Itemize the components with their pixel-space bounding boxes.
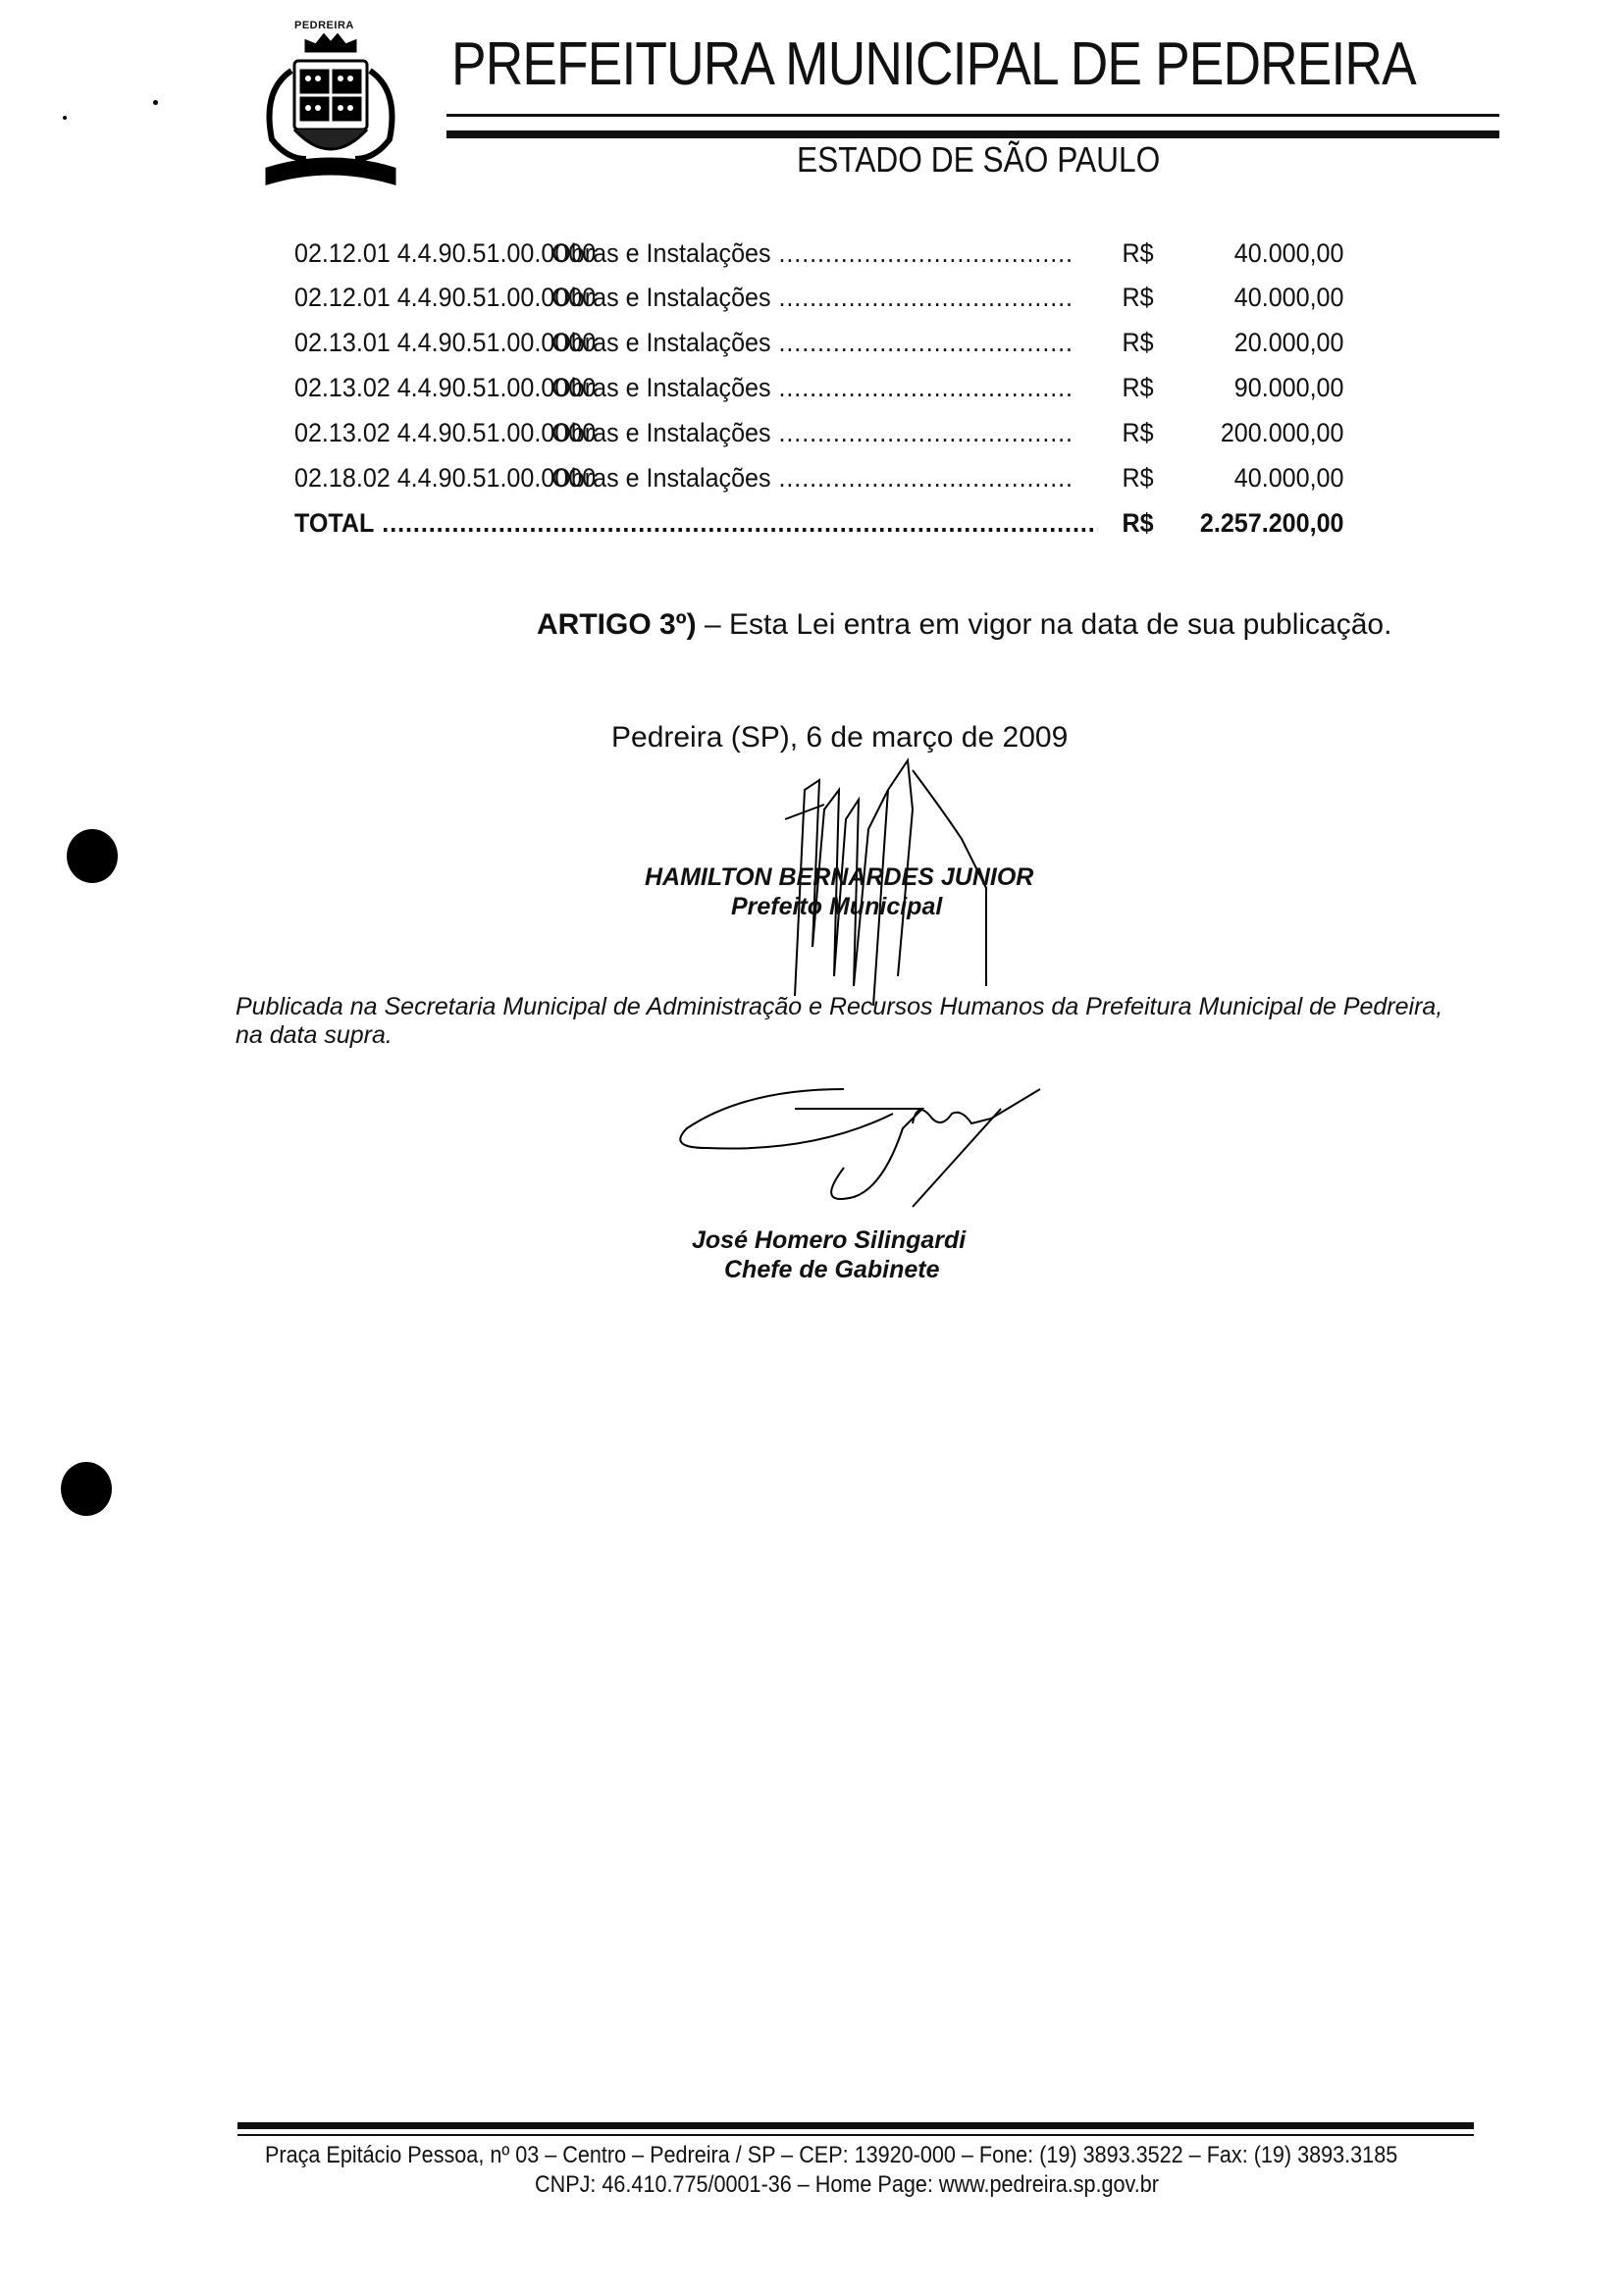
table-row bbox=[294, 283, 1344, 322]
row-description: Obras e Instalações ..... bbox=[551, 238, 1072, 269]
row-value: 40.000,00 bbox=[1233, 238, 1344, 268]
row-code: 02.13.02 4.4.90.51.00.0000 bbox=[294, 373, 597, 402]
scan-speck bbox=[63, 116, 67, 120]
article-text: – Esta Lei entra em vigor na data de sua publicação. bbox=[696, 608, 1392, 641]
row-description: Obras e Instalações ..... bbox=[551, 463, 1072, 494]
punch-hole-mark bbox=[61, 1462, 112, 1516]
footer-address: Praça Epitácio Pessoa, nº 03 – Centro – Pedreira / SP – CEP: 13920-000 – Fone: (19) 3893.3522 – Fax: (19) 3893.3185 bbox=[265, 2142, 1398, 2168]
table-row bbox=[294, 418, 1344, 457]
row-currency: R$ bbox=[1122, 328, 1154, 357]
row-code: 02.12.01 4.4.90.51.00.0000 bbox=[294, 238, 597, 268]
chief-of-staff-signature bbox=[667, 1069, 1060, 1217]
table-row bbox=[294, 463, 1344, 502]
crest-label: PEDREIRA bbox=[294, 20, 354, 31]
row-value: 200.000,00 bbox=[1220, 418, 1344, 447]
row-value: 40.000,00 bbox=[1233, 283, 1344, 312]
page-title: PREFEITURA MUNICIPAL DE PEDREIRA bbox=[451, 30, 1416, 98]
row-description: Obras e Instalações ..... bbox=[551, 418, 1072, 448]
row-description: Obras e Instalações ..... bbox=[551, 283, 1072, 313]
mayor-role: Prefeito Municipal bbox=[731, 893, 943, 920]
table-row bbox=[294, 238, 1344, 278]
total-currency: R$ bbox=[1122, 508, 1154, 538]
dateline: Pedreira (SP), 6 de março de 2009 bbox=[611, 721, 1069, 754]
row-description: Obras e Instalações ..... bbox=[551, 328, 1072, 358]
table-row bbox=[294, 328, 1344, 367]
chief-name: José Homero Silingardi bbox=[692, 1226, 967, 1254]
publication-note: Publicada na Secretaria Municipal de Administração e Recursos Humanos da Prefeitura Municipal de Pedreira, na data supra. bbox=[236, 993, 1443, 1049]
row-code: 02.18.02 4.4.90.51.00.0000 bbox=[294, 463, 597, 493]
footer-divider bbox=[237, 2134, 1474, 2136]
row-code: 02.13.01 4.4.90.51.00.0000 bbox=[294, 328, 597, 357]
article-clause bbox=[537, 608, 1391, 642]
row-value: 90.000,00 bbox=[1233, 373, 1344, 402]
row-currency: R$ bbox=[1122, 418, 1154, 447]
row-description: Obras e Instalações ..... bbox=[551, 373, 1072, 403]
header-divider bbox=[446, 114, 1499, 117]
table-total-row bbox=[294, 508, 1344, 547]
row-value: 40.000,00 bbox=[1233, 463, 1344, 493]
page-subtitle: ESTADO DE SÃO PAULO bbox=[797, 139, 1161, 180]
scan-speck bbox=[153, 100, 158, 105]
chief-role: Chefe de Gabinete bbox=[724, 1256, 940, 1283]
row-code: 02.13.02 4.4.90.51.00.0000 bbox=[294, 418, 597, 447]
row-currency: R$ bbox=[1122, 238, 1154, 268]
article-label: ARTIGO 3º) bbox=[537, 608, 697, 641]
total-value: 2.257.200,00 bbox=[1199, 508, 1344, 538]
footer-divider-thick bbox=[237, 2122, 1474, 2129]
row-currency: R$ bbox=[1122, 463, 1154, 493]
row-currency: R$ bbox=[1122, 283, 1154, 312]
punch-hole-mark bbox=[67, 829, 118, 883]
footer-contact: CNPJ: 46.410.775/0001-36 – Home Page: www.pedreira.sp.gov.br bbox=[535, 2171, 1159, 2198]
row-value: 20.000,00 bbox=[1233, 328, 1344, 357]
row-code: 02.12.01 4.4.90.51.00.0000 bbox=[294, 283, 597, 312]
mayor-name: HAMILTON BERNARDES JUNIOR bbox=[645, 863, 1034, 891]
municipal-crest-logo bbox=[247, 22, 414, 190]
row-currency: R$ bbox=[1122, 373, 1154, 402]
table-row bbox=[294, 373, 1344, 412]
total-label: TOTAL ..... bbox=[294, 508, 1097, 539]
header-divider-thick bbox=[446, 130, 1499, 138]
